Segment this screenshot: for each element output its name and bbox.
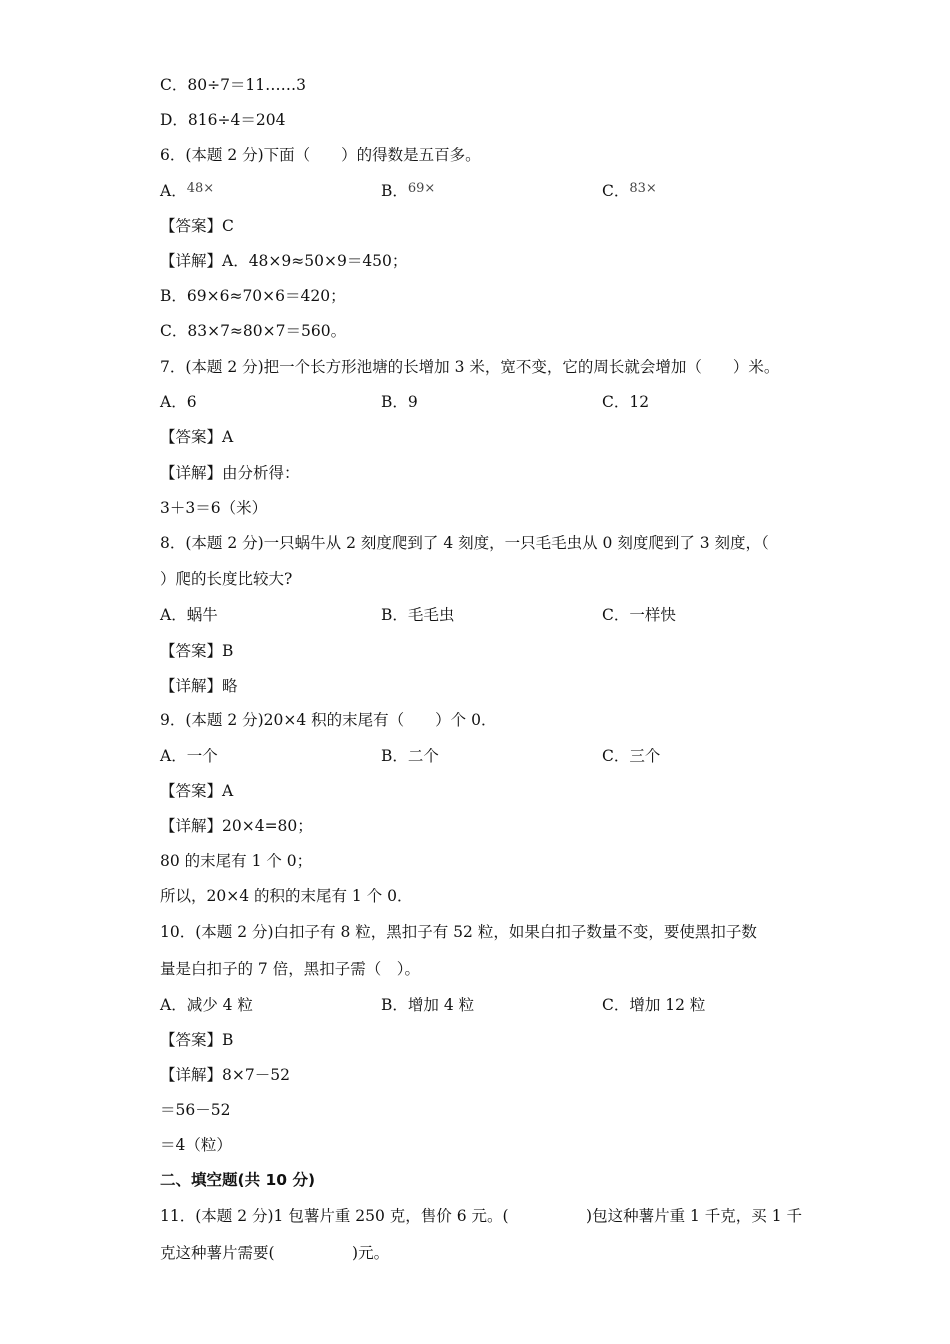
q6-detail-2: B．69×6≈70×6＝420； <box>160 287 346 305</box>
q8-option-a: A．蜗牛 <box>160 606 218 624</box>
q6-detail-3: C．83×7≈80×7＝560。 <box>160 322 347 340</box>
q7-option-b: B．9 <box>381 393 418 411</box>
q9-detail-2: 80 的末尾有 1 个 0； <box>160 852 313 870</box>
q6-option-a-image: 48× <box>186 181 215 196</box>
q6-option-a <box>160 180 214 204</box>
q6-option-b-image: 69× <box>407 181 436 196</box>
question-10-line-2: 量是白扣子的 7 倍，黑扣子需（ ）。 <box>160 960 420 978</box>
q6-answer: 【答案】C <box>160 217 234 235</box>
q10-detail-3: ＝4（粒） <box>160 1136 232 1154</box>
q9-option-c: C．三个 <box>602 747 661 765</box>
question-11-line-1: 11．(本题 2 分)1 包薯片重 250 克，售价 6 元。( )包这种薯片重 1 千克，买 1 千 <box>160 1207 803 1225</box>
question-8-line-1: 8．(本题 2 分)一只蜗牛从 2 刻度爬到了 4 刻度，一只毛毛虫从 0 刻度爬到了 3 刻度，（ <box>160 534 769 552</box>
q6-option-b-label: B． <box>381 182 408 200</box>
q6-option-a-label: A． <box>160 182 187 200</box>
question-11-line-2: 克这种薯片需要( )元。 <box>160 1244 390 1262</box>
q8-answer: 【答案】B <box>160 642 234 660</box>
q6-detail-1: 【详解】A．48×9≈50×9＝450； <box>160 252 408 270</box>
q8-option-b: B．毛毛虫 <box>381 606 455 624</box>
q10-answer: 【答案】B <box>160 1031 234 1049</box>
q6-option-c-image: 83× <box>629 181 657 196</box>
q10-detail-2: ＝56－52 <box>160 1101 231 1119</box>
question-9: 9．(本题 2 分)20×4 积的末尾有（ ）个 0． <box>160 711 497 729</box>
q7-detail-2: 3＋3＝6（米） <box>160 499 268 517</box>
question-6: 6．(本题 2 分)下面（ ）的得数是五百多。 <box>160 146 481 164</box>
q10-option-b: B．增加 4 粒 <box>381 996 475 1014</box>
q9-option-a: A．一个 <box>160 747 218 765</box>
q8-detail-1: 【详解】略 <box>160 677 238 695</box>
q10-option-a: A．减少 4 粒 <box>160 996 253 1014</box>
q6-option-b <box>381 180 435 204</box>
q9-answer: 【答案】A <box>160 782 234 800</box>
question-7: 7．(本题 2 分)把一个长方形池塘的长增加 3 米，宽不变，它的周长就会增加（ ）米。 <box>160 358 780 376</box>
option-d-line: D．816÷4＝204 <box>160 111 286 129</box>
question-10-line-1: 10．(本题 2 分)白扣子有 8 粒，黑扣子有 52 粒，如果白扣子数量不变，要使黑扣子数 <box>160 923 757 941</box>
q7-detail-1: 【详解】由分析得： <box>160 464 300 482</box>
section-heading: 二、填空题(共 10 分) <box>160 1171 316 1189</box>
q9-detail-1: 【详解】20×4=80； <box>160 817 313 835</box>
q10-detail-1: 【详解】8×7－52 <box>160 1066 290 1084</box>
q7-option-c: C．12 <box>602 393 650 411</box>
q9-option-b: B．二个 <box>381 747 439 765</box>
q8-option-c: C．一样快 <box>602 606 676 624</box>
q6-option-c <box>602 180 657 204</box>
q7-option-a: A．6 <box>160 393 197 411</box>
question-8-line-2: ）爬的长度比较大? <box>160 570 293 588</box>
q10-option-c: C．增加 12 粒 <box>602 996 706 1014</box>
q6-option-c-label: C． <box>602 182 630 200</box>
q7-answer: 【答案】A <box>160 428 234 446</box>
q9-detail-3: 所以，20×4 的积的末尾有 1 个 0． <box>160 887 413 905</box>
option-c-line: C．80÷7＝11……3 <box>160 76 307 94</box>
